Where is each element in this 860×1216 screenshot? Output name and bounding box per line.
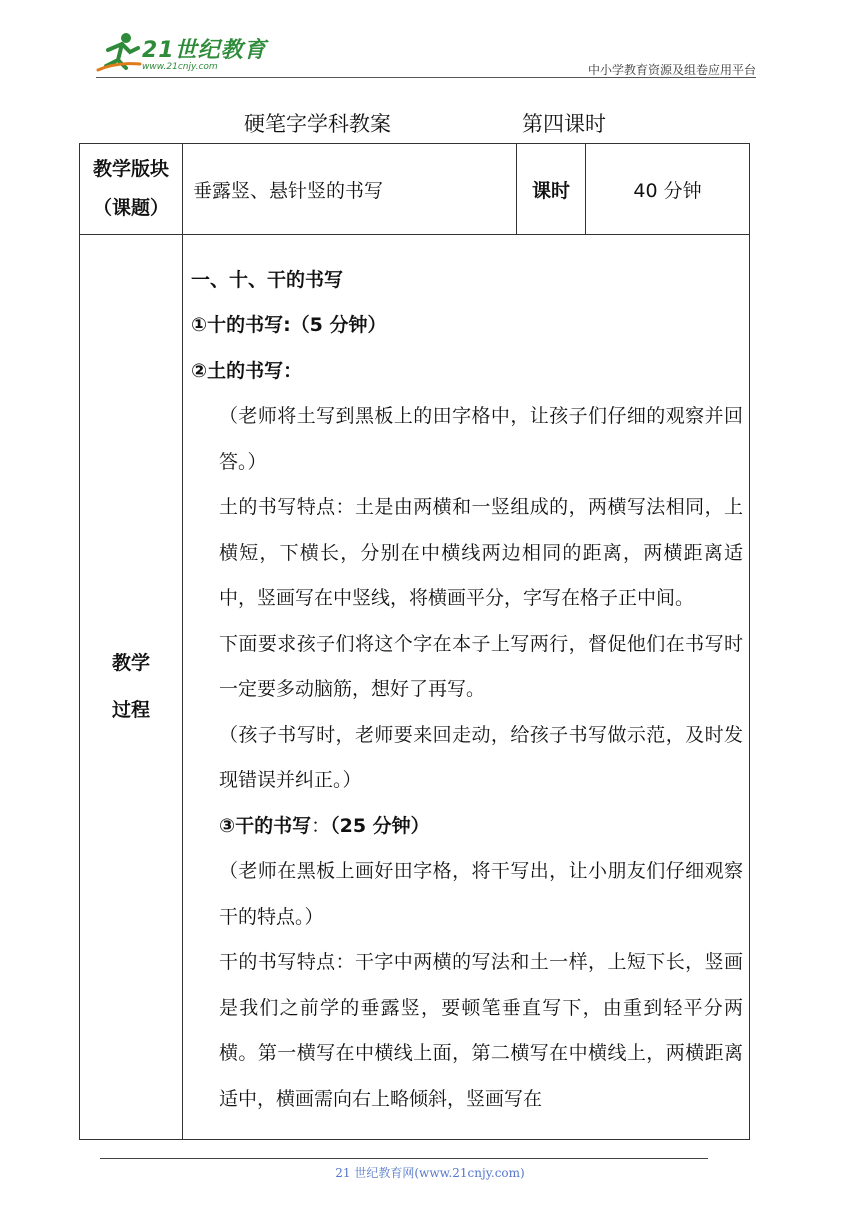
lesson-topic: 垂露竖、悬针竖的书写 — [183, 144, 517, 235]
step-heading — [191, 804, 743, 850]
process-content — [183, 235, 750, 1140]
runner-icon — [96, 30, 142, 76]
logo-url: www.21cnjy.com — [142, 62, 218, 72]
page-header — [0, 0, 860, 80]
step-duration: （25 分钟） — [330, 814, 430, 837]
step-heading: ①十的书写:（5 分钟） — [191, 314, 387, 337]
lesson-plan-table — [79, 143, 750, 1140]
table-row — [80, 144, 750, 235]
section-heading: 一、十、干的书写 — [191, 268, 344, 291]
site-logo[interactable] — [96, 30, 266, 78]
header-divider — [96, 77, 756, 78]
process-label-cell — [80, 235, 183, 1140]
lesson-number: 第四课时 — [522, 112, 606, 136]
section-label-cell — [80, 144, 183, 235]
paragraph: 下面要求孩子们将这个字在本子上写两行，督促他们在书写时一定要多动脑筋，想好了再写。 — [219, 632, 743, 701]
footer-divider — [100, 1158, 708, 1159]
doc-title: 硬笔字学科教案 — [244, 112, 391, 136]
colon: ： — [311, 814, 331, 837]
section-sublabel: （课题） — [92, 197, 169, 219]
process-sublabel: 过程 — [111, 699, 150, 721]
paragraph: 干的书写特点：干字中两横的写法和土一样，上短下长，竖画是我们之前学的垂露竖，要顿笔垂直写下，由重到轻平分两横。第一横写在中横线上面，第二横写在中横线上，两横距离适中，横画需向右上略倾斜，竖画写在 — [219, 951, 743, 1110]
step-title: ③干的书写 — [219, 814, 312, 837]
paragraph: 土的书写特点：土是由两横和一竖组成的，两横写法相同，上横短，下横长，分别在中横线两边相同的距离，两横距离适中，竖画写在中竖线，将横画平分，字写在格子正中间。 — [219, 496, 743, 610]
logo-text: 21世纪教育 — [142, 38, 267, 63]
paragraph: （老师将土写到黑板上的田字格中，让孩子们仔细的观察并回答。） — [219, 405, 743, 473]
paragraph: （孩子书写时，老师要来回走动，给孩子书写做示范，及时发现错误并纠正。） — [219, 723, 743, 792]
paragraph: （老师在黑板上画好田字格，将干写出，让小朋友们仔细观察干的特点。） — [219, 860, 743, 928]
footer-link[interactable]: 21 世纪教育网(www.21cnjy.com) — [335, 1166, 525, 1180]
table-row — [80, 235, 750, 1140]
duration-label: 课时 — [517, 144, 586, 235]
process-label: 教学 — [111, 652, 150, 674]
step-heading: ②土的书写： — [191, 359, 303, 382]
duration-value: 40 分钟 — [586, 144, 750, 235]
section-label: 教学版块 — [92, 158, 169, 180]
platform-tagline: 中小学教育资源及组卷应用平台 — [587, 63, 756, 77]
